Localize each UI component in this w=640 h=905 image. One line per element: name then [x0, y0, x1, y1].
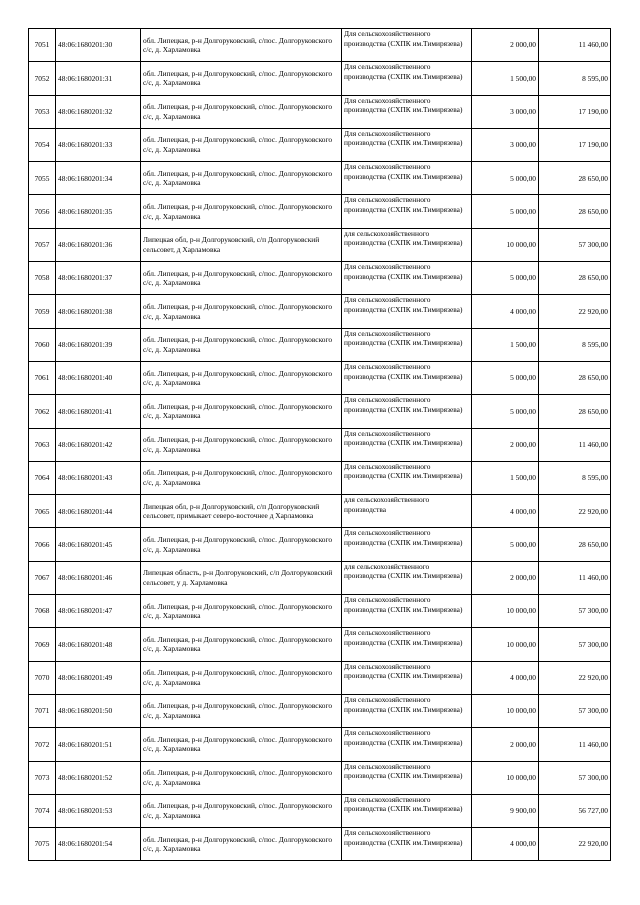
- row-number-cell: 7055: [29, 162, 56, 195]
- cadastral-value-cell: 56 727,00: [539, 794, 611, 827]
- area-cell: 3 000,00: [472, 128, 539, 161]
- row-number-cell: 7054: [29, 128, 56, 161]
- row-number-cell: 7074: [29, 794, 56, 827]
- table-row: [29, 262, 611, 295]
- table-row: [29, 395, 611, 428]
- area-cell: 4 000,00: [472, 828, 539, 861]
- cadastral-value-cell: 57 300,00: [539, 694, 611, 727]
- row-number-cell: 7075: [29, 828, 56, 861]
- purpose-cell: Для сельскохозяйственного производства (СХПК им.Тимирязева): [342, 195, 472, 228]
- area-cell: 4 000,00: [472, 661, 539, 694]
- area-cell: 2 000,00: [472, 29, 539, 62]
- area-cell: 5 000,00: [472, 395, 539, 428]
- cadastral-number-cell: 48:06:1680201:35: [56, 195, 141, 228]
- table-row: [29, 628, 611, 661]
- address-cell: Липецкая область, р-н Долгоруковский, с/п Долгоруковский сельсовет, у д. Харламовка: [141, 561, 342, 594]
- table-row: [29, 295, 611, 328]
- address-cell: обл. Липецкая, р-н Долгоруковский, с/пос. Долгоруковского с/с, д. Харламовка: [141, 728, 342, 761]
- document-page: [28, 28, 610, 861]
- area-cell: 1 500,00: [472, 461, 539, 494]
- cadastral-number-cell: 48:06:1680201:39: [56, 328, 141, 361]
- cadastral-number-cell: 48:06:1680201:50: [56, 694, 141, 727]
- area-cell: 5 000,00: [472, 262, 539, 295]
- row-number-cell: 7060: [29, 328, 56, 361]
- cadastral-number-cell: 48:06:1680201:48: [56, 628, 141, 661]
- row-number-cell: 7058: [29, 262, 56, 295]
- row-number-cell: 7052: [29, 62, 56, 95]
- cadastral-value-cell: 28 650,00: [539, 195, 611, 228]
- area-cell: 10 000,00: [472, 628, 539, 661]
- cadastral-number-cell: 48:06:1680201:47: [56, 595, 141, 628]
- table-row: [29, 728, 611, 761]
- address-cell: обл. Липецкая, р-н Долгоруковский, с/пос. Долгоруковского с/с, д. Харламовка: [141, 761, 342, 794]
- cadastral-value-cell: 8 595,00: [539, 62, 611, 95]
- table-row: [29, 495, 611, 528]
- table-row: [29, 661, 611, 694]
- purpose-cell: Для сельскохозяйственного производства (СХПК им.Тимирязева): [342, 95, 472, 128]
- address-cell: обл. Липецкая, р-н Долгоруковский, с/пос. Долгоруковского с/с, д. Харламовка: [141, 461, 342, 494]
- address-cell: обл. Липецкая, р-н Долгоруковский, с/пос. Долгоруковского с/с, д. Харламовка: [141, 661, 342, 694]
- address-cell: обл. Липецкая, р-н Долгоруковский, с/пос. Долгоруковского с/с, д. Харламовка: [141, 262, 342, 295]
- table-row: [29, 162, 611, 195]
- row-number-cell: 7056: [29, 195, 56, 228]
- purpose-cell: Для сельскохозяйственного производства (СХПК им.Тимирязева): [342, 29, 472, 62]
- table-row: [29, 428, 611, 461]
- purpose-cell: Для сельскохозяйственного производства (СХПК им.Тимирязева): [342, 262, 472, 295]
- table-row: [29, 328, 611, 361]
- cadastral-value-cell: 11 460,00: [539, 561, 611, 594]
- row-number-cell: 7067: [29, 561, 56, 594]
- cadastral-number-cell: 48:06:1680201:54: [56, 828, 141, 861]
- purpose-cell: для сельскохозяйственного производства: [342, 495, 472, 528]
- table-row: [29, 561, 611, 594]
- cadastral-number-cell: 48:06:1680201:33: [56, 128, 141, 161]
- purpose-cell: Для сельскохозяйственного производства (СХПК им.Тимирязева): [342, 128, 472, 161]
- cadastral-number-cell: 48:06:1680201:40: [56, 361, 141, 394]
- address-cell: обл. Липецкая, р-н Долгоруковский, с/пос. Долгоруковского с/с, д. Харламовка: [141, 361, 342, 394]
- row-number-cell: 7073: [29, 761, 56, 794]
- cadastral-number-cell: 48:06:1680201:41: [56, 395, 141, 428]
- table-row: [29, 794, 611, 827]
- cadastral-value-cell: 22 920,00: [539, 828, 611, 861]
- table-row: [29, 195, 611, 228]
- row-number-cell: 7053: [29, 95, 56, 128]
- area-cell: 2 000,00: [472, 561, 539, 594]
- address-cell: обл. Липецкая, р-н Долгоруковский, с/пос. Долгоруковского с/с, д. Харламовка: [141, 395, 342, 428]
- purpose-cell: Для сельскохозяйственного производства (СХПК им.Тимирязева): [342, 794, 472, 827]
- purpose-cell: для сельскохозяйственного производства (СХПК им.Тимирязева): [342, 561, 472, 594]
- row-number-cell: 7061: [29, 361, 56, 394]
- row-number-cell: 7064: [29, 461, 56, 494]
- purpose-cell: Для сельскохозяйственного производства (СХПК им.Тимирязева): [342, 162, 472, 195]
- purpose-cell: Для сельскохозяйственного производства (СХПК им.Тимирязева): [342, 761, 472, 794]
- cadastral-value-cell: 28 650,00: [539, 162, 611, 195]
- purpose-cell: Для сельскохозяйственного производства (СХПК им.Тимирязева): [342, 595, 472, 628]
- address-cell: обл. Липецкая, р-н Долгоруковский, с/пос. Долгоруковского с/с, д. Харламовка: [141, 162, 342, 195]
- table-row: [29, 361, 611, 394]
- area-cell: 10 000,00: [472, 761, 539, 794]
- address-cell: обл. Липецкая, р-н Долгоруковский, с/пос. Долгоруковского с/с, д. Харламовка: [141, 195, 342, 228]
- cadastral-value-cell: 57 300,00: [539, 628, 611, 661]
- row-number-cell: 7059: [29, 295, 56, 328]
- cadastral-value-cell: 22 920,00: [539, 495, 611, 528]
- purpose-cell: Для сельскохозяйственного производства (СХПК им.Тимирязева): [342, 628, 472, 661]
- cadastral-value-cell: 28 650,00: [539, 262, 611, 295]
- address-cell: обл. Липецкая, р-н Долгоруковский, с/пос. Долгоруковского с/с, д. Харламовка: [141, 595, 342, 628]
- row-number-cell: 7072: [29, 728, 56, 761]
- row-number-cell: 7069: [29, 628, 56, 661]
- row-number-cell: 7062: [29, 395, 56, 428]
- address-cell: обл. Липецкая, р-н Долгоруковский, с/пос. Долгоруковского с/с, д. Харламовка: [141, 694, 342, 727]
- row-number-cell: 7063: [29, 428, 56, 461]
- cadastral-number-cell: 48:06:1680201:38: [56, 295, 141, 328]
- cadastral-number-cell: 48:06:1680201:37: [56, 262, 141, 295]
- purpose-cell: Для сельскохозяйственного производства (СХПК им.Тимирязева): [342, 361, 472, 394]
- land-plots-table: [28, 28, 611, 861]
- row-number-cell: 7066: [29, 528, 56, 561]
- cadastral-number-cell: 48:06:1680201:49: [56, 661, 141, 694]
- row-number-cell: 7068: [29, 595, 56, 628]
- row-number-cell: 7070: [29, 661, 56, 694]
- area-cell: 2 000,00: [472, 728, 539, 761]
- address-cell: обл. Липецкая, р-н Долгоруковский, с/пос. Долгоруковского с/с, д. Харламовка: [141, 128, 342, 161]
- area-cell: 5 000,00: [472, 162, 539, 195]
- area-cell: 5 000,00: [472, 528, 539, 561]
- area-cell: 1 500,00: [472, 62, 539, 95]
- area-cell: 10 000,00: [472, 228, 539, 261]
- cadastral-value-cell: 22 920,00: [539, 661, 611, 694]
- purpose-cell: Для сельскохозяйственного производства (СХПК им.Тимирязева): [342, 728, 472, 761]
- area-cell: 1 500,00: [472, 328, 539, 361]
- purpose-cell: Для сельскохозяйственного производства (СХПК им.Тимирязева): [342, 62, 472, 95]
- purpose-cell: для сельскохозяйственного производства (СХПК им.Тимирязева): [342, 228, 472, 261]
- area-cell: 2 000,00: [472, 428, 539, 461]
- address-cell: обл. Липецкая, р-н Долгоруковский, с/пос. Долгоруковского с/с, д. Харламовка: [141, 29, 342, 62]
- address-cell: обл. Липецкая, р-н Долгоруковский, с/пос. Долгоруковского с/с, д. Харламовка: [141, 794, 342, 827]
- purpose-cell: Для сельскохозяйственного производства (СХПК им.Тимирязева): [342, 528, 472, 561]
- cadastral-number-cell: 48:06:1680201:43: [56, 461, 141, 494]
- cadastral-number-cell: 48:06:1680201:44: [56, 495, 141, 528]
- row-number-cell: 7071: [29, 694, 56, 727]
- cadastral-number-cell: 48:06:1680201:51: [56, 728, 141, 761]
- cadastral-value-cell: 57 300,00: [539, 761, 611, 794]
- cadastral-value-cell: 11 460,00: [539, 728, 611, 761]
- purpose-cell: Для сельскохозяйственного производства (СХПК им.Тимирязева): [342, 328, 472, 361]
- purpose-cell: Для сельскохозяйственного производства (СХПК им.Тимирязева): [342, 694, 472, 727]
- address-cell: обл. Липецкая, р-н Долгоруковский, с/пос. Долгоруковского с/с, д. Харламовка: [141, 528, 342, 561]
- purpose-cell: Для сельскохозяйственного производства (СХПК им.Тимирязева): [342, 295, 472, 328]
- row-number-cell: 7051: [29, 29, 56, 62]
- cadastral-number-cell: 48:06:1680201:46: [56, 561, 141, 594]
- cadastral-number-cell: 48:06:1680201:53: [56, 794, 141, 827]
- cadastral-value-cell: 8 595,00: [539, 461, 611, 494]
- area-cell: 3 000,00: [472, 95, 539, 128]
- cadastral-number-cell: 48:06:1680201:36: [56, 228, 141, 261]
- cadastral-number-cell: 48:06:1680201:42: [56, 428, 141, 461]
- cadastral-value-cell: 22 920,00: [539, 295, 611, 328]
- cadastral-value-cell: 57 300,00: [539, 595, 611, 628]
- area-cell: 10 000,00: [472, 694, 539, 727]
- cadastral-value-cell: 57 300,00: [539, 228, 611, 261]
- table-row: [29, 62, 611, 95]
- area-cell: 10 000,00: [472, 595, 539, 628]
- cadastral-number-cell: 48:06:1680201:45: [56, 528, 141, 561]
- address-cell: обл. Липецкая, р-н Долгоруковский, с/пос. Долгоруковского с/с, д. Харламовка: [141, 295, 342, 328]
- cadastral-value-cell: 17 190,00: [539, 128, 611, 161]
- table-row: [29, 694, 611, 727]
- area-cell: 5 000,00: [472, 361, 539, 394]
- address-cell: обл. Липецкая, р-н Долгоруковский, с/пос. Долгоруковского с/с, д. Харламовка: [141, 95, 342, 128]
- row-number-cell: 7057: [29, 228, 56, 261]
- row-number-cell: 7065: [29, 495, 56, 528]
- address-cell: обл. Липецкая, р-н Долгоруковский, с/пос. Долгоруковского с/с, д. Харламовка: [141, 62, 342, 95]
- cadastral-number-cell: 48:06:1680201:34: [56, 162, 141, 195]
- cadastral-number-cell: 48:06:1680201:52: [56, 761, 141, 794]
- purpose-cell: Для сельскохозяйственного производства (СХПК им.Тимирязева): [342, 428, 472, 461]
- cadastral-value-cell: 8 595,00: [539, 328, 611, 361]
- cadastral-value-cell: 28 650,00: [539, 395, 611, 428]
- cadastral-value-cell: 11 460,00: [539, 428, 611, 461]
- purpose-cell: Для сельскохозяйственного производства (СХПК им.Тимирязева): [342, 661, 472, 694]
- cadastral-value-cell: 28 650,00: [539, 361, 611, 394]
- table-row: [29, 528, 611, 561]
- cadastral-number-cell: 48:06:1680201:30: [56, 29, 141, 62]
- address-cell: обл. Липецкая, р-н Долгоруковский, с/пос. Долгоруковского с/с, д. Харламовка: [141, 428, 342, 461]
- cadastral-value-cell: 28 650,00: [539, 528, 611, 561]
- address-cell: обл. Липецкая, р-н Долгоруковский, с/пос. Долгоруковского с/с, д. Харламовка: [141, 628, 342, 661]
- purpose-cell: Для сельскохозяйственного производства (СХПК им.Тимирязева): [342, 828, 472, 861]
- table-row: [29, 595, 611, 628]
- purpose-cell: Для сельскохозяйственного производства (СХПК им.Тимирязева): [342, 395, 472, 428]
- address-cell: Липецкая обл, р-н Долгоруковский, с/п Долгоруковский сельсовет, д Харламовка: [141, 228, 342, 261]
- address-cell: Липецкая обл, р-н Долгоруковский, с/п Долгоруковский сельсовет, примыкает северо-восточнее д Харламовка: [141, 495, 342, 528]
- area-cell: 5 000,00: [472, 195, 539, 228]
- purpose-cell: Для сельскохозяйственного производства (СХПК им.Тимирязева): [342, 461, 472, 494]
- cadastral-value-cell: 17 190,00: [539, 95, 611, 128]
- address-cell: обл. Липецкая, р-н Долгоруковский, с/пос. Долгоруковского с/с, д. Харламовка: [141, 328, 342, 361]
- table-row: [29, 461, 611, 494]
- cadastral-value-cell: 11 460,00: [539, 29, 611, 62]
- address-cell: обл. Липецкая, р-н Долгоруковский, с/пос. Долгоруковского с/с, д. Харламовка: [141, 828, 342, 861]
- area-cell: 4 000,00: [472, 495, 539, 528]
- table-row: [29, 761, 611, 794]
- table-row: [29, 95, 611, 128]
- table-row: [29, 29, 611, 62]
- table-row: [29, 828, 611, 861]
- cadastral-number-cell: 48:06:1680201:32: [56, 95, 141, 128]
- table-row: [29, 228, 611, 261]
- table-body: [29, 29, 611, 861]
- area-cell: 4 000,00: [472, 295, 539, 328]
- cadastral-number-cell: 48:06:1680201:31: [56, 62, 141, 95]
- area-cell: 9 900,00: [472, 794, 539, 827]
- table-row: [29, 128, 611, 161]
